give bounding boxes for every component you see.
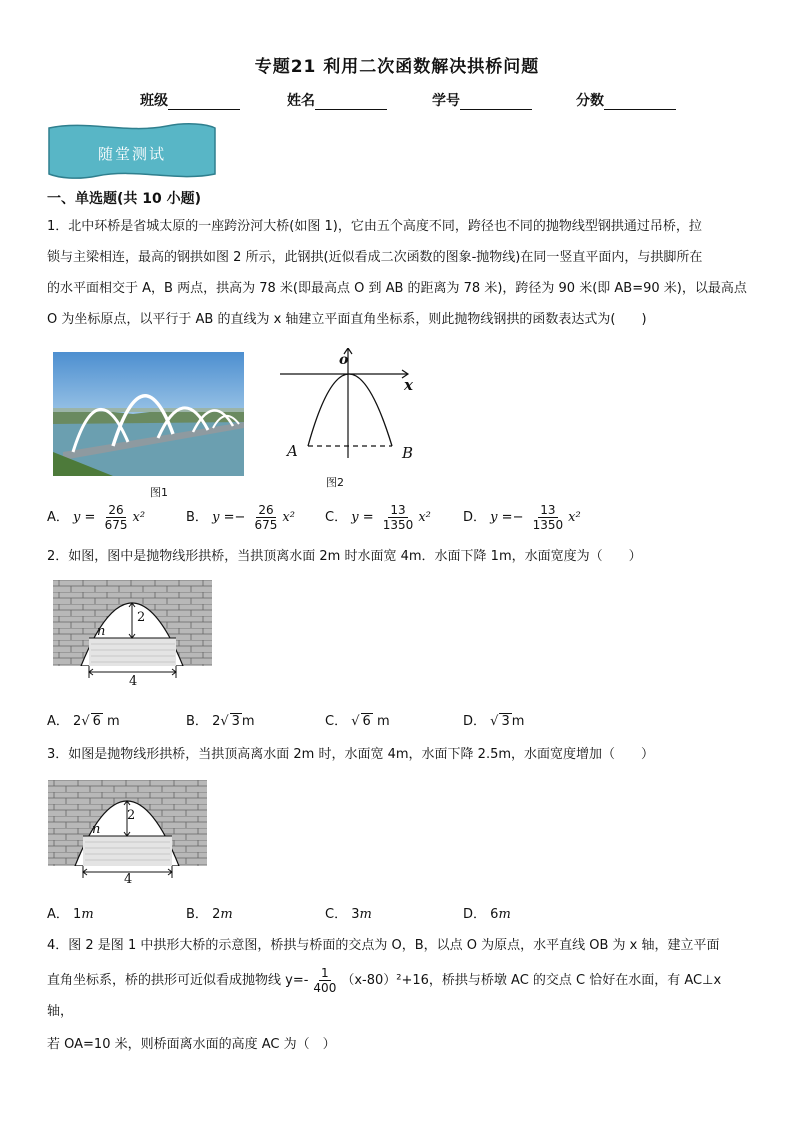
q1-option-b[interactable]: B． y =− $\frac{26}{675}$ x² — [186, 503, 295, 532]
q3-option-b[interactable]: B． 2m — [186, 907, 233, 922]
figure-1-caption: 图1 — [150, 486, 168, 499]
q1-option-a[interactable]: A． y = $\frac{26}{675}$ x² — [47, 503, 146, 532]
arch-diagram-q2 — [53, 580, 212, 688]
question-4-text: 4．图 2 是图 1 中拱形大桥的示意图，桥拱与桥面的交点为 O，B，以点 O 为原点，水平直线 OB 为 x 轴，建立平面 直角坐标系，桥的拱形可近似看成抛物线 y=- $\frac{1}{400}$ （x-80）²+16，桥拱与桥墩 AC 的交点 C 恰好在水面，有 AC⊥x 轴， 若 OA=10 米，则桥面离水面的高度 AC 为（ ） — [47, 938, 722, 1052]
n-label-q3: n — [92, 822, 101, 837]
q2-option-c[interactable]: C． √ 6 m — [325, 714, 390, 729]
banner-label: 随堂测试 — [97, 145, 166, 163]
q3-option-c[interactable]: C． 3m — [325, 907, 372, 922]
section-heading: 一、单选题(共 10 小题) — [47, 191, 202, 207]
label-origin: o — [339, 352, 349, 368]
label-x-axis: x — [404, 376, 413, 394]
q3-option-d[interactable]: D． 6m — [463, 907, 511, 922]
q1-option-d[interactable]: D． y =− $\frac{13}{1350}$ x² — [463, 503, 581, 532]
page-title: 专题21 利用二次函数解决拱桥问题 — [254, 57, 540, 77]
height-label-q3: 2 — [127, 808, 136, 823]
q2-option-d[interactable]: D． √ 3 m — [463, 714, 525, 729]
figure-2-caption: 图2 — [326, 476, 344, 489]
arch-diagram-q3 — [48, 780, 207, 886]
class-field[interactable]: 班级 — [140, 90, 240, 110]
n-label-q2: n — [97, 624, 106, 639]
score-field[interactable]: 分数 — [576, 90, 676, 110]
question-2-text: 2．如图，图中是抛物线形拱桥，当拱顶离水面 2m 时水面宽 4m．水面下降 1m，水面宽度为（ ） — [47, 549, 642, 564]
q2-option-b[interactable]: B． 2√ 3 m — [186, 714, 255, 729]
label-point-b: B — [402, 444, 414, 462]
name-field[interactable]: 姓名 — [287, 90, 387, 110]
width-label-q2: 4 — [129, 674, 138, 689]
q2-option-a[interactable]: A． 2√ 6 m — [47, 714, 120, 729]
parabola-diagram — [280, 348, 420, 466]
height-label-q2: 2 — [137, 610, 146, 625]
question-3-text: 3．如图是抛物线形拱桥，当拱顶高离水面 2m 时，水面宽 4m，水面下降 2.5m，水面宽度增加（ ） — [47, 747, 655, 762]
question-1-text: 1．北中环桥是省城太原的一座跨汾河大桥(如图 1)，它由五个高度不同，跨径也不同的抛物线型钢拱通过吊桥，拉 锁与主梁相连，最高的钢拱如图 2 所示，此钢拱(近似看成二次函数的图象-抛物线)在同一竖直平面内，与拱脚所在 的水平面相交于 A，B 两点，拱高为 78 米(即最高点 O 到 AB 的距离为 78 米)，跨径为 90 米(即 AB=90 米)，以最高点 O 为坐标原点，以平行于 AB 的直线为 x 轴建立平面直角坐标系，则此抛物线钢拱的函数表达式为( ) — [47, 219, 747, 327]
bridge-photo — [53, 352, 244, 476]
label-point-a: A — [287, 442, 298, 460]
q3-option-a[interactable]: A． 1m — [47, 907, 94, 922]
q1-option-c[interactable]: C． y = $\frac{13}{1350}$ x² — [325, 503, 431, 532]
width-label-q3: 4 — [124, 872, 133, 887]
student-id-field[interactable]: 学号 — [432, 90, 532, 110]
